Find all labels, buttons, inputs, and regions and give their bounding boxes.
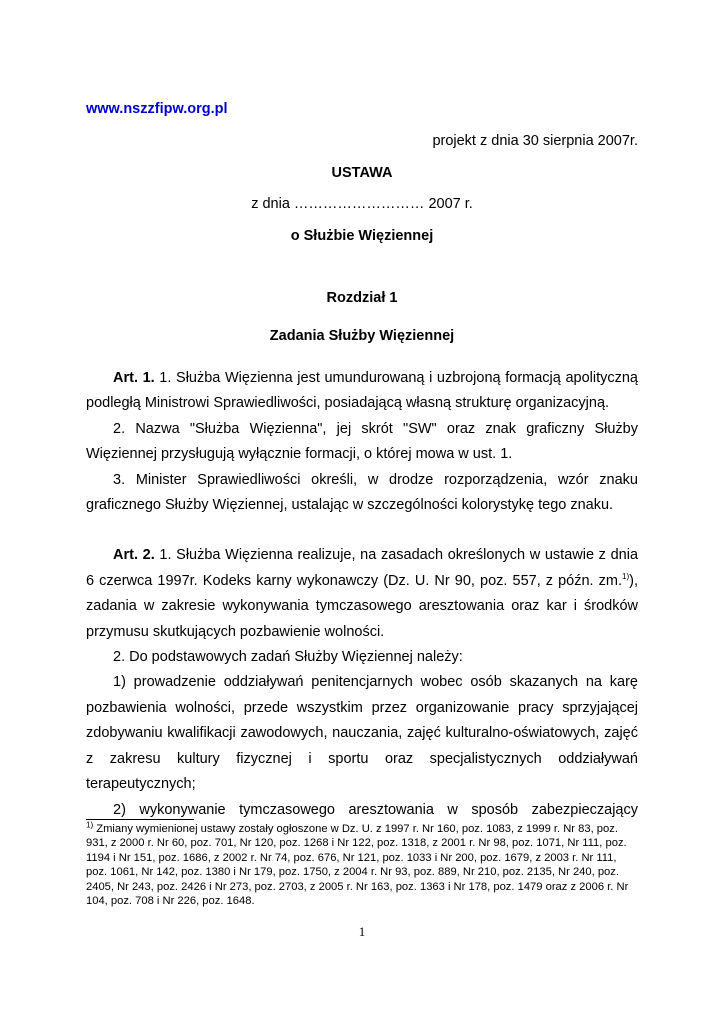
- footnote-divider: [86, 819, 194, 820]
- footnote-text: [86, 822, 638, 908]
- art1-paragraph-1: [86, 366, 638, 417]
- footnote: [86, 822, 638, 908]
- footnote-marker: 1): [86, 820, 94, 830]
- act-date: z dnia ……………………… 2007 r.: [251, 196, 473, 212]
- art1-paragraph-2: 2. Nazwa "Służba Więzienna", jej skrót "SW" oraz znak graficzny Służby Więziennej przysługują wyłącznie formacji, o której mowa w ust. 1.: [86, 420, 638, 463]
- footnote-body: Zmiany wymienionej ustawy zostały ogłoszone w Dz. U. z 1997 r. Nr 160, poz. 1083, z 1999 r. Nr 83, poz. 931, z 2000 r. Nr 60, poz. 701, Nr 120, poz. 1268 i Nr 122, poz. 1318, z 2001 r. Nr 98, poz. 1071, Nr 111, poz. 1194 i Nr 151, poz. 1686, z 2002 r. Nr 74, poz. 676, Nr 121, poz. 1033 i Nr 200, poz. 1679, z 2003 r. Nr 111, poz. 1061, Nr 142, poz. 1380 i Nr 179, poz. 1750, z 2004 r. Nr 93, poz. 889, Nr 210, poz. 2135, Nr 240, poz. 2405, Nr 243, poz. 2426 i Nr 273, poz. 2703, z 2005 r. Nr 163, poz. 1363 i Nr 178, poz. 1479 oraz z 2006 r. Nr 104, poz. 708 i Nr 226, poz. 1648.: [86, 823, 629, 908]
- art2-label: Art. 2.: [113, 547, 155, 564]
- art2-paragraph-2: 2. Do podstawowych zadań Służby Więziennej należy:: [113, 649, 463, 666]
- footnote-reference[interactable]: 1): [622, 572, 630, 582]
- art2-item-1: 1) prowadzenie oddziaływań penitencjarnych wobec osób skazanych na karę pozbawienia wolności, przede wszystkim przez organizowanie pracy sprzyjającej zdobywaniu kwalifikacji zawodowych, nauczania, zajęć kulturalno-oświatowych, zajęć z zakresu kultury fizycznej i sportu oraz specjalistycznych oddziaływań terapeutycznych;: [86, 674, 638, 793]
- act-title: USTAWA: [331, 165, 393, 181]
- chapter-number: Rozdział 1: [326, 290, 398, 306]
- article-body: [86, 366, 638, 823]
- art1-label: Art. 1.: [113, 370, 155, 386]
- art2-p1-text-a: 1. Służba Więzienna realizuje, na zasadach określonych w ustawie z dnia 6 czerwca 1997r. Kodeks karny wykonawczy (Dz. U. Nr 90, poz. 557, z późn. zm.: [86, 547, 639, 589]
- art2-paragraph-1: [86, 543, 638, 645]
- art1-paragraph-3: 3. Minister Sprawiedliwości określi, w drodze rozporządzenia, wzór znaku graficznego Służby Więziennej, ustalając w szczególności kolorystykę tego znaku.: [86, 471, 638, 514]
- chapter-title: Zadania Służby Więziennej: [269, 328, 455, 344]
- act-subject: o Służbie Więziennej: [290, 228, 434, 244]
- art2-p1-text-b: ), zadania w zakresie wykonywania tymczasowego aresztowania oraz kar i środków przymusu skutkujących pozbawienie wolności.: [86, 572, 638, 640]
- art2-item-2: 2) wykonywanie tymczasowego aresztowania w sposób zabezpieczający: [113, 801, 638, 818]
- website-link[interactable]: www.nszzfipw.org.pl: [86, 101, 228, 117]
- project-date: projekt z dnia 30 sierpnia 2007r.: [432, 133, 638, 149]
- page-number: 1: [358, 924, 366, 939]
- art1-p1-text: 1. Służba Więzienna jest umundurowaną i uzbrojoną formacją apolityczną podległą Ministrowi Sprawiedliwości, posiadającą własną strukturę organizacyjną.: [86, 370, 638, 412]
